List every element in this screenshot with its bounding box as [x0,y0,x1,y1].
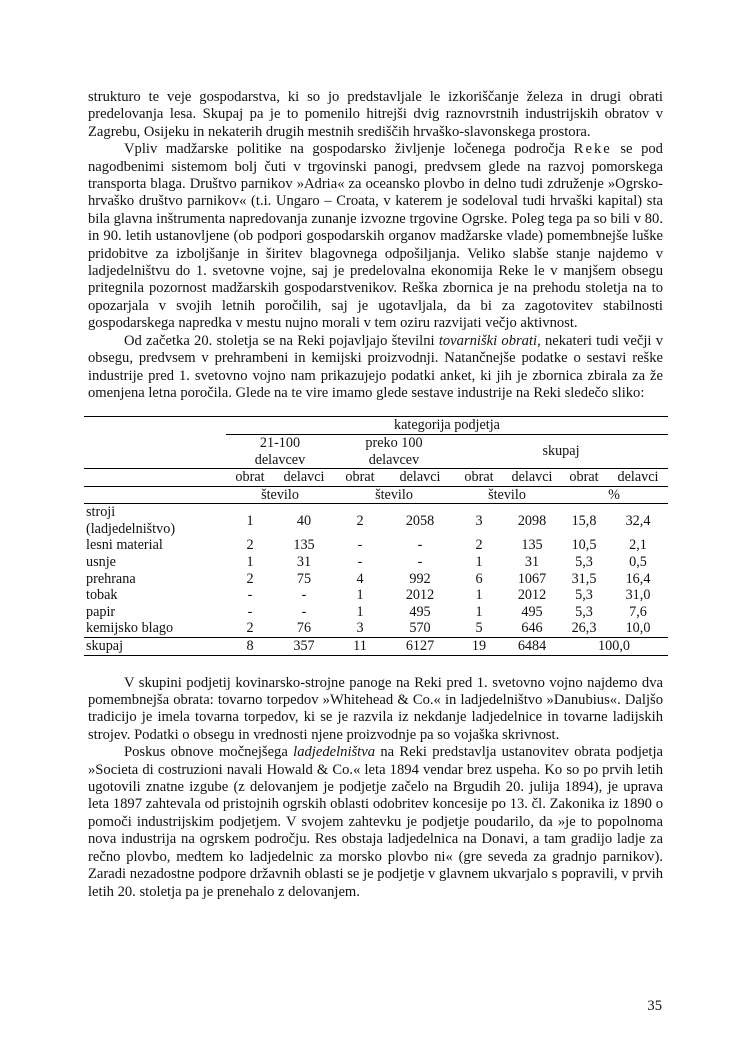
page-content [88,89,663,901]
cell: 2 [475,537,483,554]
col-header: delavci [399,469,441,486]
cell: 2012 [405,587,435,604]
cell: 5,3 [575,603,593,620]
cell: 15,8 [571,512,597,529]
row-label: stroji (ladjedelništvo) [86,504,176,537]
cell: 16,4 [625,570,651,587]
cell: 2 [246,620,254,637]
table-total-row [84,638,668,656]
paragraph-1: strukturo te veje gospodarstva, ki so jo predstavljale le izkoriščanje železa in drugi obrati predelovanja lesa. Skupaj pa je to pomenilo hitrejši dvig raznovrstnih industrijskih obratov v Zagrebu, Osijeku in nekaterih drugih mestnih središčih hrvaško-slavonskega prostora. [88,89,663,140]
cell: 2,1 [629,537,647,554]
cell: 6 [475,570,483,587]
table-row [84,554,668,571]
cell: 135 [293,537,315,554]
table-row [84,571,668,588]
cell: - [301,603,307,620]
table-header-category: kategorija podjetja [226,417,668,435]
row-label: tobak [86,587,118,604]
cell: 40 [296,512,312,529]
cell: 0,5 [629,554,647,571]
industry-table [84,416,668,655]
table-header-columns [84,469,668,487]
cell: 6127 [405,638,435,655]
cell: 31,0 [625,587,651,604]
cell: 10,5 [571,537,597,554]
group-over-100: preko 100 delavcev [365,434,423,468]
table-header-units [84,486,668,504]
unit-label: število [375,486,413,503]
row-label: kemijsko blago [86,620,174,637]
cell: - [357,537,363,554]
cell: 1 [475,587,483,604]
cell: 76 [296,620,312,637]
unit-label: število [261,486,299,503]
row-label: prehrana [86,570,136,587]
cell: 2 [246,570,254,587]
cell: 5,3 [575,554,593,571]
cell: 135 [521,537,543,554]
cell: 7,6 [629,603,647,620]
cell: 5 [475,620,483,637]
table-header-top [84,417,668,435]
cell: 75 [296,570,312,587]
paragraph-4: V skupini podjetij kovinarsko-strojne panoge na Reki pred 1. svetovno vojno najdemo dva pomembnejša obrata: tovarno torpedov »Whitehead & Co.« in ladjedelništvo »Danubius«. Daljšo tradicijo je imela tovarna torpedov, ki se je razvila iz nekdanje ladjedelnice in tovarne ladijskih strojev. Podatki o obsegu in vrednosti njene proizvodnje pa so vojaška skrivnost. [88,674,663,743]
cell: 32,4 [625,512,651,529]
cell: 6484 [517,638,547,655]
col-header: delavci [617,469,659,486]
table-row [84,587,668,604]
cell: 1 [475,554,483,571]
cell: 1 [475,603,483,620]
page-number: 35 [647,998,662,1014]
cell: 2098 [517,512,547,529]
cell: 1 [356,587,364,604]
cell: - [357,554,363,571]
row-label: skupaj [86,638,124,655]
cell: 2058 [405,512,435,529]
table-row [84,504,668,538]
spaced-word: Reke [573,141,612,158]
cell: 495 [521,603,543,620]
paragraph-2: Vpliv madžarske politike na gospodarsko življenje ločenega področja Reke se pod nagodbenimi sistemom bolj čuti v trgovinski panogi, predvsem glede na razvoj pomorskega transporta blaga. Društvo parnikov »Adria« za oceansko plovbo in delno tudi združenje »Ogrsko-hrvaško društvo parnikov« (t.i. Ungaro – Croata, v katerem je sodeloval tudi hrvaški kapital) sta bila glavna inštrumenta napredovanja zunanje izvozne trgovine Ogrske. Poleg tega pa so bili v 80. in 90. letih ustanovljene (ob podpori gospodarskih organov madžarske vlade) pomembnejše luške pridobitve za izboljšanje in širitev blagovnega odpošiljanja. Veliko slabše stanje najdemo v ladjedelništvu do 1. svetovne vojne, saj je predelovalna ekonomija Reke le v manjšem obsegu pritegnila pozornost madžarskih gospodarstvenikov. Reška zbornica je na prehodu stoletja na to opozarjala v svojih letnih poročilih, saj je ugotavljala, da bi za zagotovitev stabilnosti gospodarskega napredka v mestu nujno morali v tem oziru razvijati večjo aktivnost. [88,141,663,332]
cell: 3 [475,512,483,529]
italic-term: tovarniški obrati [438,332,538,349]
cell: 357 [293,638,315,655]
paragraph-5: Poskus obnove močnejšega ladjedelništva na Reki predstavlja ustanovitev obrata podjetja »Societa di costruzioni navali Howald & Co.« leta 1894 vendar brez uspeha. Ko so po prvih letih ugotovili znatne izgube (z delovanjem je podjetje začelo na Brgudih 20. julija 1894), je uprava leta 1897 zahtevala od pristojnih ogrskih oblasti odobritev koncesije po 13. čl. Zakonika iz 1890 o pomoči industrijskim podjetjem. V svojem zahtevku je podjetje poudarilo, da »je to popolnoma nova industrija na ogrskem področju. Res obstaja ladjedelnica na Donavi, a tam gradijo ladje za rečno plovbo, medtem ko ladjedelnic za morsko plovbo ni« (gre seveda za gradnjo parnikov). Zaradi nezadostne podpore državnih oblasti se je podjetje v glavnem ukvarjalo s popravili, v prvih letih 20. stoletja pa je prenehalo z delovanjem. [88,744,663,900]
cell: 100,0 [598,638,630,655]
cell: 1 [246,512,254,529]
row-label: papir [86,603,116,620]
cell: 2012 [517,587,547,604]
cell: - [417,537,423,554]
row-label: usnje [86,554,116,571]
italic-term: ladjedelništva [293,744,376,761]
cell: 1 [246,554,254,571]
row-label: lesni material [86,537,163,554]
col-header: obrat [464,469,494,486]
table-header-groups [84,434,668,468]
unit-label: število [488,486,526,503]
unit-label: % [608,486,620,503]
cell: 646 [521,620,543,637]
group-total: skupaj [542,443,580,460]
cell: 26,3 [571,620,597,637]
cell: - [301,587,307,604]
table-row [84,537,668,554]
paragraph-3: Od začetka 20. stoletja se na Reki pojavljajo številni tovarniški obrati, nekateri tudi večji v obsegu, predvsem v prehrambeni in kemijski proizvodnji. Natančnejše podatke o sestavi reške industrije pred 1. svetovno vojno nam prikazujejo podatki anket, ki jih je zbornica zbirala za že omenjena letna poročila. Glede na te vire imamo glede sestave industrije na Reki sledečo sliko: [88,332,663,401]
cell: 31 [524,554,540,571]
cell: 2 [356,512,364,529]
col-header: obrat [569,469,599,486]
cell: - [417,554,423,571]
cell: 31,5 [571,570,597,587]
cell: 992 [409,570,431,587]
cell: - [247,603,253,620]
group-21-100: 21-100 delavcev [254,434,306,468]
col-header: delavci [511,469,553,486]
cell: 8 [246,638,254,655]
cell: 11 [353,638,367,655]
cell: 5,3 [575,587,593,604]
table-row [84,604,668,621]
table-row [84,620,668,637]
cell: 10,0 [625,620,651,637]
cell: 1 [356,603,364,620]
cell: 4 [356,570,364,587]
cell: 19 [471,638,487,655]
cell: 3 [356,620,364,637]
cell: - [247,587,253,604]
cell: 2 [246,537,254,554]
col-header: delavci [283,469,325,486]
cell: 570 [409,620,431,637]
col-header: obrat [235,469,265,486]
col-header: obrat [345,469,375,486]
cell: 31 [296,554,312,571]
cell: 495 [409,603,431,620]
cell: 1067 [517,570,547,587]
